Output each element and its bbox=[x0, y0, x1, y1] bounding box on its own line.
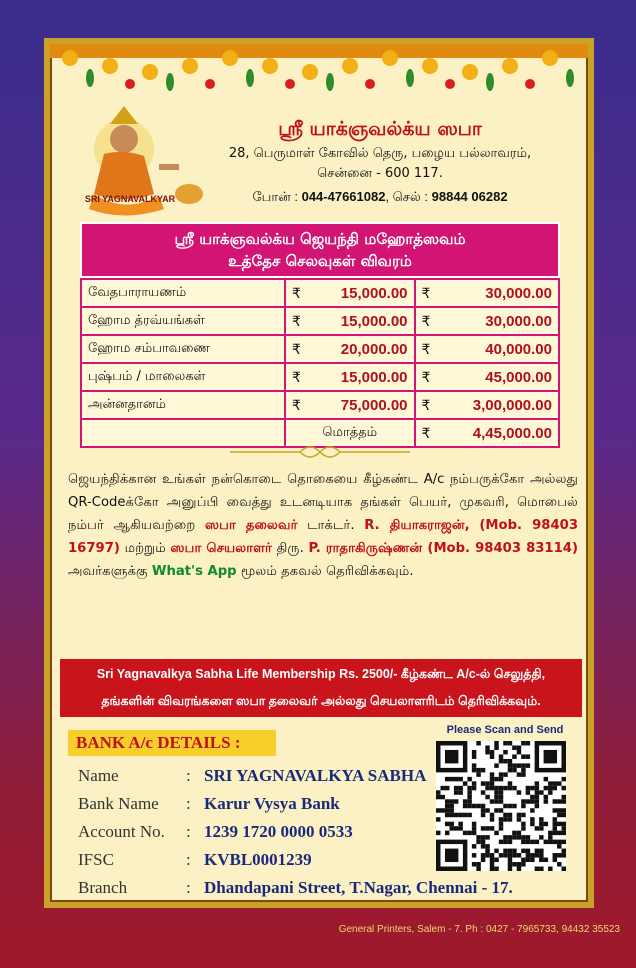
expense-item: புஷ்பம் / மாலைகள் bbox=[81, 363, 285, 391]
cell-number: 98844 06282 bbox=[431, 189, 508, 204]
bank-detail-colon: : bbox=[186, 850, 191, 869]
bank-detail-label: Branch bbox=[78, 878, 128, 897]
total-label: மொத்தம் bbox=[285, 419, 414, 447]
contact-phones bbox=[190, 189, 570, 206]
expense-amount-2: ₹ 30,000.00 bbox=[415, 307, 559, 335]
expense-amount-2: ₹ 40,000.00 bbox=[415, 335, 559, 363]
bank-detail-row bbox=[78, 874, 578, 902]
expense-row bbox=[81, 335, 559, 363]
donation-appeal bbox=[68, 468, 578, 583]
cell-label: , செல் : bbox=[385, 189, 429, 204]
whatsapp-label: What's App bbox=[151, 564, 237, 579]
bank-detail-colon: : bbox=[186, 766, 191, 785]
membership-line-2: தங்களின் விவரங்களை ஸபா தலைவர் அல்லது செயலாளரிடம் தெரிவிக்கவும். bbox=[101, 694, 541, 708]
president-mobile: (Mob. 98403 16797) bbox=[68, 518, 578, 556]
expense-amount-1: ₹ 15,000.00 bbox=[285, 363, 414, 391]
expense-amount-1: ₹ 15,000.00 bbox=[285, 307, 414, 335]
expense-amount-2: ₹ 30,000.00 bbox=[415, 279, 559, 307]
president-name: R. தியாகராஜன், bbox=[364, 518, 470, 533]
secretary-name: P. ராதாகிருஷ்ணன் (Mob. 98403 83114) bbox=[308, 541, 578, 556]
bank-detail-value[interactable]: Dhandapani Street, T.Nagar, Chennai - 17. bbox=[204, 878, 513, 897]
expense-table bbox=[80, 278, 560, 448]
bank-details-header: BANK A/c DETAILS : bbox=[68, 730, 276, 756]
address-line-2: சென்னை - 600 117. bbox=[317, 166, 443, 181]
phone-label: போன் : bbox=[252, 189, 298, 204]
expense-amount-1: ₹ 75,000.00 bbox=[285, 391, 414, 419]
bank-detail-label: Bank Name bbox=[78, 794, 159, 813]
expense-title-line-1: ஸ்ரீ யாக்ஞவல்க்ய ஜெயந்தி மஹோத்ஸவம் bbox=[174, 230, 466, 248]
expense-item: ஹோம சம்பாவணை bbox=[81, 335, 285, 363]
bank-detail-colon: : bbox=[186, 794, 191, 813]
expense-item: அன்னதானம் bbox=[81, 391, 285, 419]
expense-amount-1: ₹ 20,000.00 bbox=[285, 335, 414, 363]
printer-credit: General Printers, Salem - 7. Ph : 0427 - 7965733, 94432 35523 bbox=[338, 924, 620, 935]
bank-detail-colon: : bbox=[186, 878, 191, 897]
expense-row bbox=[81, 391, 559, 419]
bank-detail-value[interactable]: Karur Vysya Bank bbox=[204, 794, 340, 813]
bank-detail-value[interactable]: SRI YAGNAVALKYA SABHA bbox=[204, 766, 427, 785]
appeal-text-2: டாக்டர். bbox=[307, 518, 355, 533]
expense-item: வேதபாராயணம் bbox=[81, 279, 285, 307]
total-amount: ₹ 4,45,000.00 bbox=[415, 419, 559, 447]
bank-detail-value[interactable]: KVBL0001239 bbox=[204, 850, 312, 869]
bank-detail-colon: : bbox=[186, 822, 191, 841]
bank-detail-label: IFSC bbox=[78, 850, 114, 869]
appeal-text-5: அவர்களுக்கு bbox=[68, 564, 148, 579]
organization-name: ஸ்ரீ யாக்ஞவல்க்ய ஸபா bbox=[278, 118, 482, 140]
ornamental-divider bbox=[230, 442, 410, 462]
appeal-text-3: மற்றும் bbox=[124, 541, 166, 556]
expense-amount-1: ₹ 15,000.00 bbox=[285, 279, 414, 307]
phone-number: 044-47661082 bbox=[301, 189, 386, 204]
poster-frame bbox=[44, 38, 594, 908]
expense-item: ஹோம த்ரவ்யங்கள் bbox=[81, 307, 285, 335]
expense-amount-2: ₹ 45,000.00 bbox=[415, 363, 559, 391]
scan-instruction: Please Scan and Send bbox=[446, 724, 564, 736]
secretary-title: ஸபா செயலாளர் bbox=[170, 541, 272, 556]
bank-detail-value[interactable]: 1239 1720 0000 0533 bbox=[204, 822, 353, 841]
membership-line-1: Sri Yagnavalkya Sabha Life Membership Rs. 2500/- கீழ்கண்ட A/c-ல் செலுத்தி, bbox=[96, 667, 546, 681]
bank-detail-label: Account No. bbox=[78, 822, 165, 841]
saint-label: SRI YAGNAVALKYAR bbox=[84, 194, 176, 204]
expense-table-title bbox=[80, 222, 560, 278]
president-title: ஸபா தலைவர் bbox=[204, 518, 298, 533]
expense-table-section bbox=[80, 222, 560, 448]
expense-title-line-2: உத்தேச செலவுகள் விவரம் bbox=[228, 252, 412, 270]
appeal-text-6: மூலம் தகவல் தெரிவிக்கவும். bbox=[240, 564, 414, 579]
appeal-text-1: ஜெயந்திக்கான உங்கள் நன்கொடை தொகையை கீழ்கண்ட A/c நம்பருக்கோ அல்லது QR-Codeக்கோ அனுப்பி வைத்து உடனடியாக தங்கள் பெயர், முகவரி, மொபைல் நம்பர் ஆகியவற்றை bbox=[68, 472, 578, 533]
appeal-text-4: திரு. bbox=[276, 541, 304, 556]
expense-amount-2: ₹ 3,00,000.00 bbox=[415, 391, 559, 419]
expense-row bbox=[81, 307, 559, 335]
address-line-1: 28, பெருமாள் கோவில் தெரு, பழைய பல்லாவரம், bbox=[228, 146, 532, 161]
payment-qr-code[interactable] bbox=[436, 741, 566, 871]
bank-detail-label: Name bbox=[78, 766, 119, 785]
expense-row bbox=[81, 279, 559, 307]
expense-row bbox=[81, 363, 559, 391]
membership-banner bbox=[60, 659, 582, 717]
